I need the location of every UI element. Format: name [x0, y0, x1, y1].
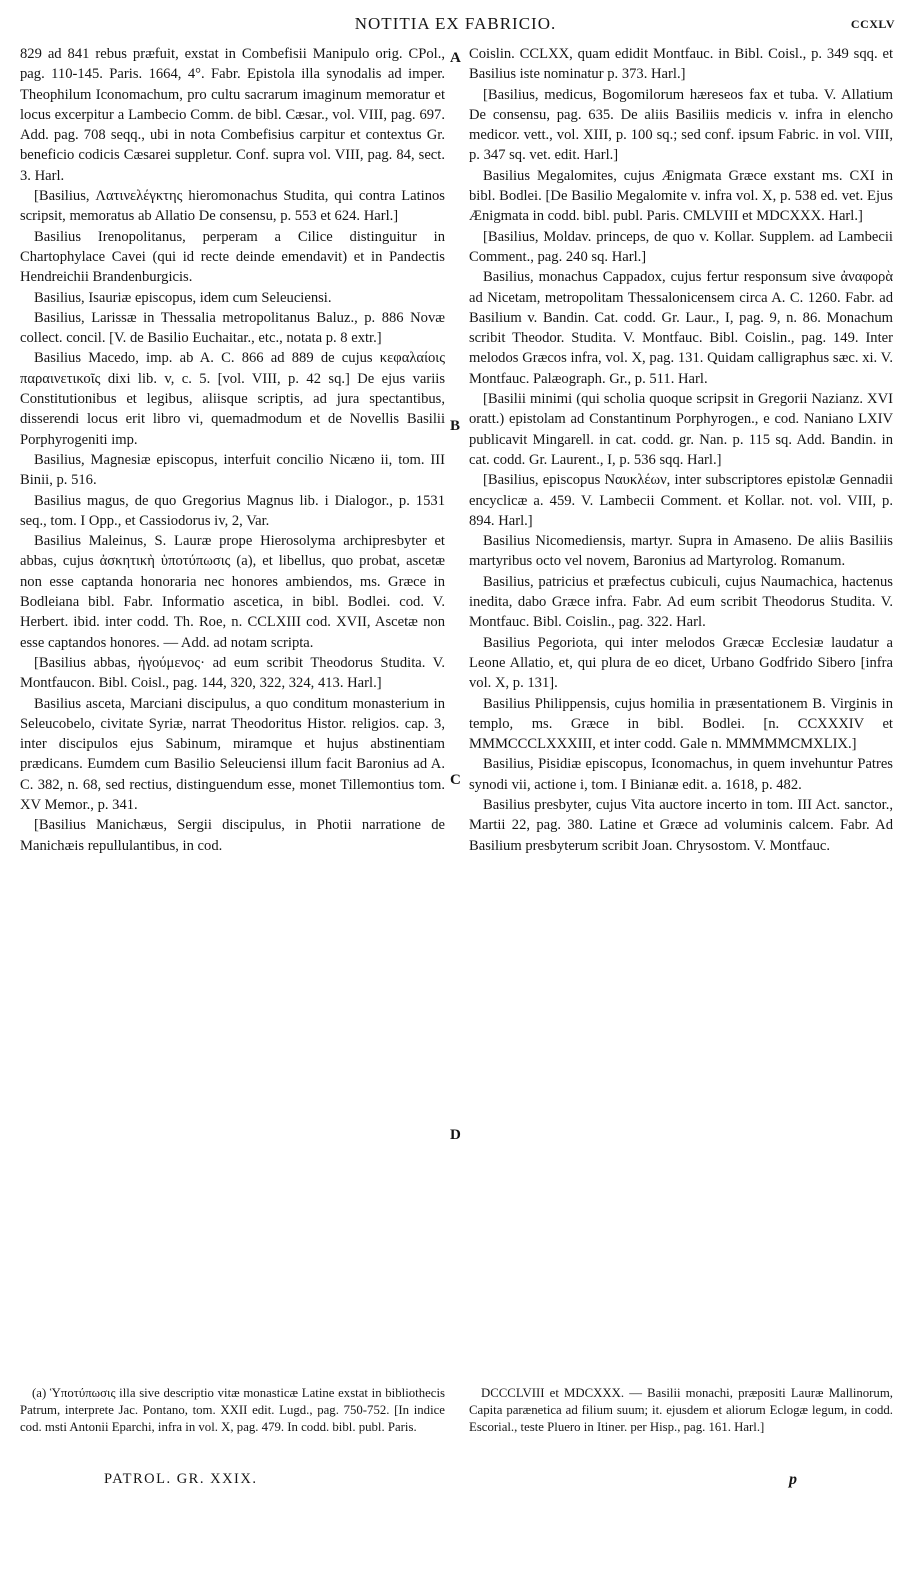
running-head-title: NOTITIA EX FABRICIO.: [354, 14, 557, 33]
right-paragraph: Coislin. CCLXX, quam edidit Montfauc. in Bibl. Coisl., p. 349 sqq. et Basilius iste nominatur p. 373. Harl.]: [469, 46, 893, 83]
left-paragraph: Basilius Macedo, imp. ab A. C. 866 ad 889 de cujus κεφαλαίοις παραινετικοῖς dixi lib. v, c. 5. [vol. VIII, p. 42 sq.] De ejus variis Constitutionibus et legibus, aliisque scriptis, ad jura spectantibus, disserendi locus erit libro vi, quemadmodum et de Novellis Basilii Porphyrogeniti imp.: [20, 350, 445, 448]
footnote-continuation: DCCCLVIII et MDCXXX. — Basilii monachi, præpositi Lauræ Mallinorum, Capita parænetica ad filium suum; it. ejusdem et aliorum Eclogæ legum, in codd. Escorial., teste Pluero in Itiner. per Hisp., pag. 161. Harl.]: [469, 1386, 893, 1434]
margin-marker-a: A: [450, 50, 461, 66]
right-paragraph: Basilius, patricius et præfectus cubiculi, cujus Naumachica, hactenus inedita, dabo Græce infra. Fabr. Ad eum scribit Theodorus Studita. V. Montfauc. Bibl. Coislin., pag. 322. Harl.: [469, 573, 893, 631]
margin-marker-b: B: [450, 418, 461, 434]
right-paragraph: [Basilius, Moldav. princeps, de quo v. Kollar. Supplem. ad Lambecii Comment., pag. 240 sq. Harl.]: [469, 228, 893, 265]
footnote-text-a: (a) Ὑποτύπωσις illa sive descriptio vitæ monasticæ Latine exstat in bibliothecis Patrum, interprete Jac. Pontano, tom. XXII edit. Lugd., pag. 750-752. [In indice cod. msti Antonii Eparchi, infra in vol. X, pag. 479. In codd. bibl. publ. Paris.: [20, 1386, 445, 1434]
right-paragraph: Basilius Philippensis, cujus homilia in præsentationem B. Virginis in templo, ms. Græce in bibl. Bodlei. [n. CCXXXIV et MMMCCCLXXXIII, et inter codd. Gale n. MMMMMCMXLIX.]: [469, 695, 893, 753]
left-paragraph: Basilius Maleinus, S. Lauræ prope Hierosolyma archipresbyter et abbas, cujus ἀσκητικὴ ὑποτύπωσις (a), et libellus, quo probat, ascetæ non esse captanda honoraria nec honores ambiendos, ms. Græce in Bodleiana bibl. Fabr. Informatio ascetica, in bibl. Bodlei. cod. V. Herbert. ibid. inter codd. Th. Roe, n. CCLXIII cod. XVII, Ascetæ non esse captandos honores. — Add. ad notam scripta.: [20, 533, 445, 651]
left-paragraph: [Basilius, Λατινελέγκτης hieromonachus Studita, qui contra Latinos scripsit, memoratus ab Allatio De consensu, p. 553 et 624. Harl.]: [20, 188, 445, 225]
page-number: CCXLV: [850, 17, 895, 31]
right-paragraph: Basilius, Pisidiæ episcopus, Iconomachus, in quem invehuntur Patres synodi vii, actione i, tom. I Binianæ edit. a. 1618, p. 482.: [469, 756, 893, 793]
right-paragraph: Basilius presbyter, cujus Vita auctore incerto in tom. III Act. sanctor., Martii 22, pag. 380. Latine et Græce ad voluminis calcem. Fabr. Ad Basilium presbyterum scribit Joan. Chrysostom. V. Montfauc.: [469, 796, 893, 854]
series-footer: PATROL. GR. XXIX.: [104, 1471, 258, 1487]
margin-marker-c: C: [450, 772, 461, 788]
left-paragraph: Basilius, Larissæ in Thessalia metropolitanus Baluz., p. 886 Novæ collect. concil. [V. de Basilio Euchaitar., etc., notata p. 8 extr.]: [20, 309, 445, 347]
left-paragraph: Basilius, Magnesiæ episcopus, interfuit concilio Nicæno ii, tom. III Binii, p. 516.: [20, 451, 445, 489]
right-paragraph: Basilius Nicomediensis, martyr. Supra in Amaseno. De aliis Basiliis martyribus octo vel novem, Baronius ad Martyrolog. Romanum.: [469, 533, 893, 570]
left-paragraph: 829 ad 841 rebus præfuit, exstat in Combefisii Manipulo orig. CPol., pag. 110-145. Paris. 1664, 4°. Fabr. Epistola illa synodalis ad imper. Theophilum Iconomachum, pro cultu sacrarum imaginum memoratur et locus excerpitur a Lambecio Comm. de bibl. Cæsar., vol. VIII, pag. 697. Add. pag. 708 seqq., ubi in nota Combefisius carpitur et contextus Gr. beneficio codicis Cæsarei suppletur. Conf. supra vol. VIII, pag. 84, sect. 3. Harl.: [20, 46, 445, 184]
right-column: [469, 44, 893, 856]
left-paragraph: Basilius, Isauriæ episcopus, idem cum Seleuciensi.: [34, 289, 332, 306]
right-paragraph: [Basilius, episcopus Ναυκλέων, inter subscriptores epistolæ Gennadii encyclicæ a. 459. V. Lambecii Comment. et Kollar. not. vol. VIII, p. 894. Harl.]: [469, 472, 893, 529]
right-paragraph: [Basilii minimi (qui scholia quoque scripsit in Gregorii Nazianz. XVI oratt.) epistolam ad Constantinum Porphyrogen., e cod. Naniano LXIV publicavit Mingarell. in cat. codd. gr. Nan. p. 115 sq. Add. Bandin. in cat. codd. Gr. Laurent., I, p. 536 sqq. Harl.]: [469, 391, 893, 468]
left-column: [20, 44, 445, 856]
signature-mark: p: [789, 1471, 797, 1488]
footnote-left: [20, 1385, 445, 1436]
right-paragraph: Basilius Pegoriota, qui inter melodos Græcæ Ecclesiæ laudatur a Leone Allatio, et, qui plura de eo dicet, Urbano Godfrido Sibero [infra vol. X, p. 131].: [469, 634, 893, 692]
margin-marker-d: D: [450, 1127, 461, 1143]
left-paragraph: [Basilius abbas, ἡγούμενος· ad eum scribit Theodorus Studita. V. Montfaucon. Bibl. Coisl., pag. 144, 320, 322, 324, 413. Harl.]: [20, 654, 445, 692]
right-paragraph: [Basilius, medicus, Bogomilorum hæreseos fax et tuba. V. Allatium De consensu, pag. 635. De aliis Basiliis medicis v. infra in elencho medicor. vett., vol. XIII, p. 100 sq.; sed conf. ipsum Fabric. in vol. VIII, p. 347 sq. vet. edit. Harl.]: [469, 86, 893, 164]
left-paragraph: Basilius magus, de quo Gregorius Magnus lib. i Dialogor., p. 1531 seq., tom. I Opp., et Cassiodorus iv, 2, Var.: [20, 492, 445, 529]
right-paragraph: Basilius, monachus Cappadox, cujus fertur responsum sive ἀναφορὰ ad Nicetam, metropolitam Thessalonicensem circa A. C. 1260. Fabr. ad Basilium v. Bandin. Cat. codd. Gr. Laur., I, pag. 9, n. 86. Monachum scribit Theodor. Studita. V. Montfauc. Bibl. Coislin., pag. 149. Inter melodos Græcos infra, vol. X, pag. 131. Quidam calligraphus sæc. xi. V. Montfauc. Palæograph. Gr., p. 511. Harl.: [469, 269, 893, 387]
footnote-right: [469, 1385, 893, 1436]
right-paragraph: Basilius Megalomites, cujus Ænigmata Græce exstant ms. CXI in bibl. Bodlei. [De Basilio Megalomite v. infra vol. X, p. 538 ed. vet. Ejus Ænigmata in codd. bibl. publ. Paris. CMLVIII et MDCXXX. Harl.]: [469, 167, 893, 225]
left-paragraph: [Basilius Manichæus, Sergii discipulus, in Photii narratione de Manichæis repullulantibus, in cod.: [20, 817, 445, 854]
left-paragraph: Basilius Irenopolitanus, perperam a Cilice distinguitur in Chartophylace Cavei (qui id recte deinde emendavit) et in Pandectis Hendreichii Brandenburgicis.: [20, 228, 445, 286]
left-paragraph: Basilius asceta, Marciani discipulus, a quo conditum monasterium in Seleucobelo, civitate Syriæ, narrat Theodoritus Histor. religios. cap. 3, inter discipulos ejus Sabinum, miramque et hujus abstinentiam prædicans. Eumdem cum Basilio Seleuciensi illum facit Baronius ad A. C. 382, n. 68, sed rectius, distinguendum esse, monet Tillemontius tom. XV Memor., p. 341.: [20, 695, 445, 813]
